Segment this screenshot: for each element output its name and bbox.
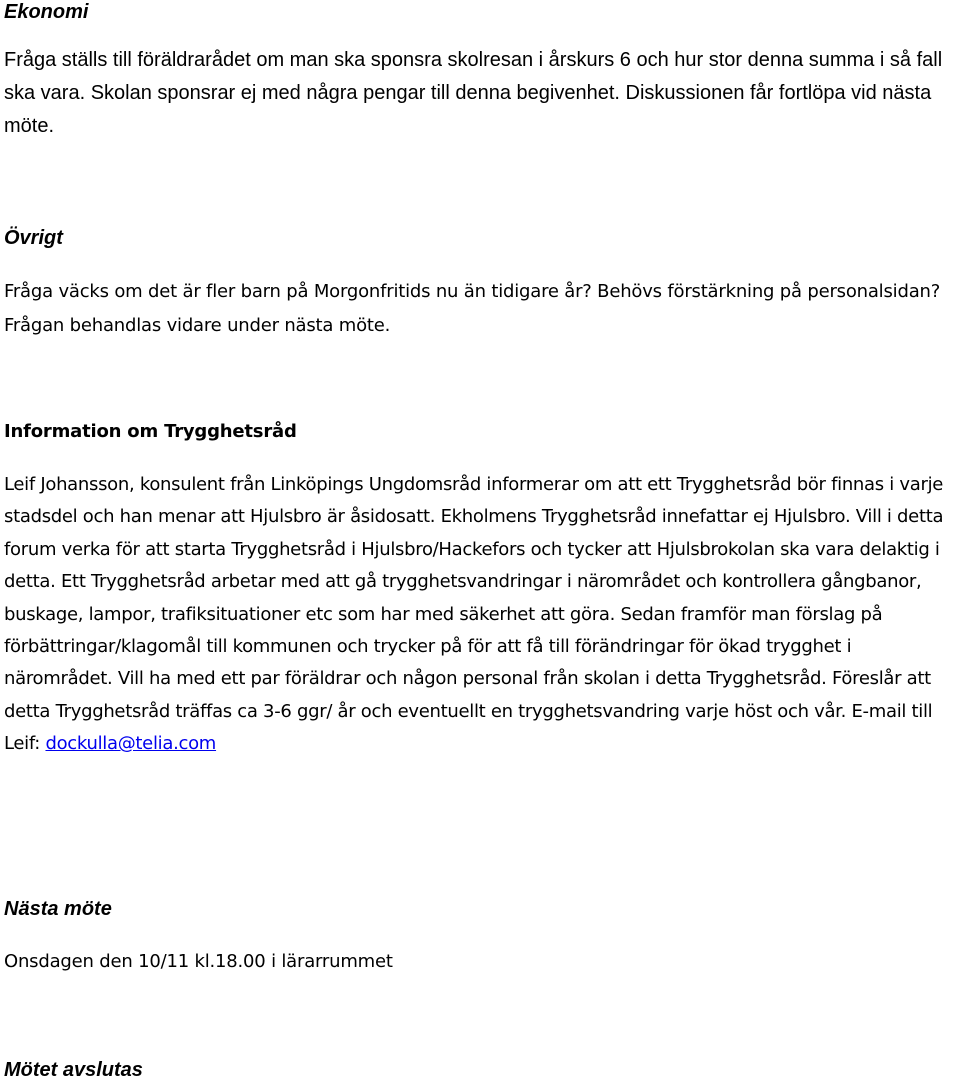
section-heading-nasta-mote: Nästa möte xyxy=(4,898,112,920)
section-heading-ekonomi: Ekonomi xyxy=(4,1,89,23)
section-heading-ovrigt: Övrigt xyxy=(4,227,63,249)
section-text-ekonomi: Fråga ställs till föräldrarådet om man ska sponsra skolresan i årskurs 6 och hur stor denna summa i så fall ska vara. Skolan sponsrar ej med några pengar till denna begivenhet. Diskussionen får fortlöpa vid nästa möte. xyxy=(4,49,943,137)
section-heading-avslutas: Mötet avslutas xyxy=(4,1059,143,1081)
section-text-ovrigt: Fråga väcks om det är fler barn på Morgonfritids nu än tidigare år? Behövs förstärkning på personalsidan? Frågan behandlas vidare under nästa möte. xyxy=(4,281,941,336)
section-text-nasta-mote: Onsdagen den 10/11 kl.18.00 i lärarrummet xyxy=(4,951,393,972)
email-link[interactable]: dockulla@telia.com xyxy=(45,733,217,755)
section-text-trygghetsrad xyxy=(4,469,956,761)
trygghetsrad-body-text: Leif Johansson, konsulent från Linköpings Ungdomsråd informerar om att ett Trygghetsråd bör finnas i varje stadsdel och han menar att Hjulsbro är åsidosatt. Ekholmens Trygghetsråd innefattar ej Hjulsbro. Vill i detta forum verka för att starta Trygghetsråd i Hjulsbro/Hackefors och tycker att Hjulsbrokolan ska vara delaktig i detta. Ett Trygghetsråd arbetar med att gå trygghetsvandringar i närområdet och kontrollera gångbanor, buskage, lampor, trafiksituationer etc som har med säkerhet att göra. Sedan framför man förslag på förbättringar/klagomål till kommunen och trycker på för att få till förändringar för ökad trygghet i närområdet. Vill ha med ett par föräldrar och någon personal från skolan i detta Trygghetsråd. Föreslår att detta Trygghetsråd träffas ca 3-6 ggr/ år och eventuellt en trygghetsvandring varje höst och vår. E-mail till Leif: xyxy=(4,474,944,755)
section-heading-trygghetsrad: Information om Trygghetsråd xyxy=(4,421,297,442)
